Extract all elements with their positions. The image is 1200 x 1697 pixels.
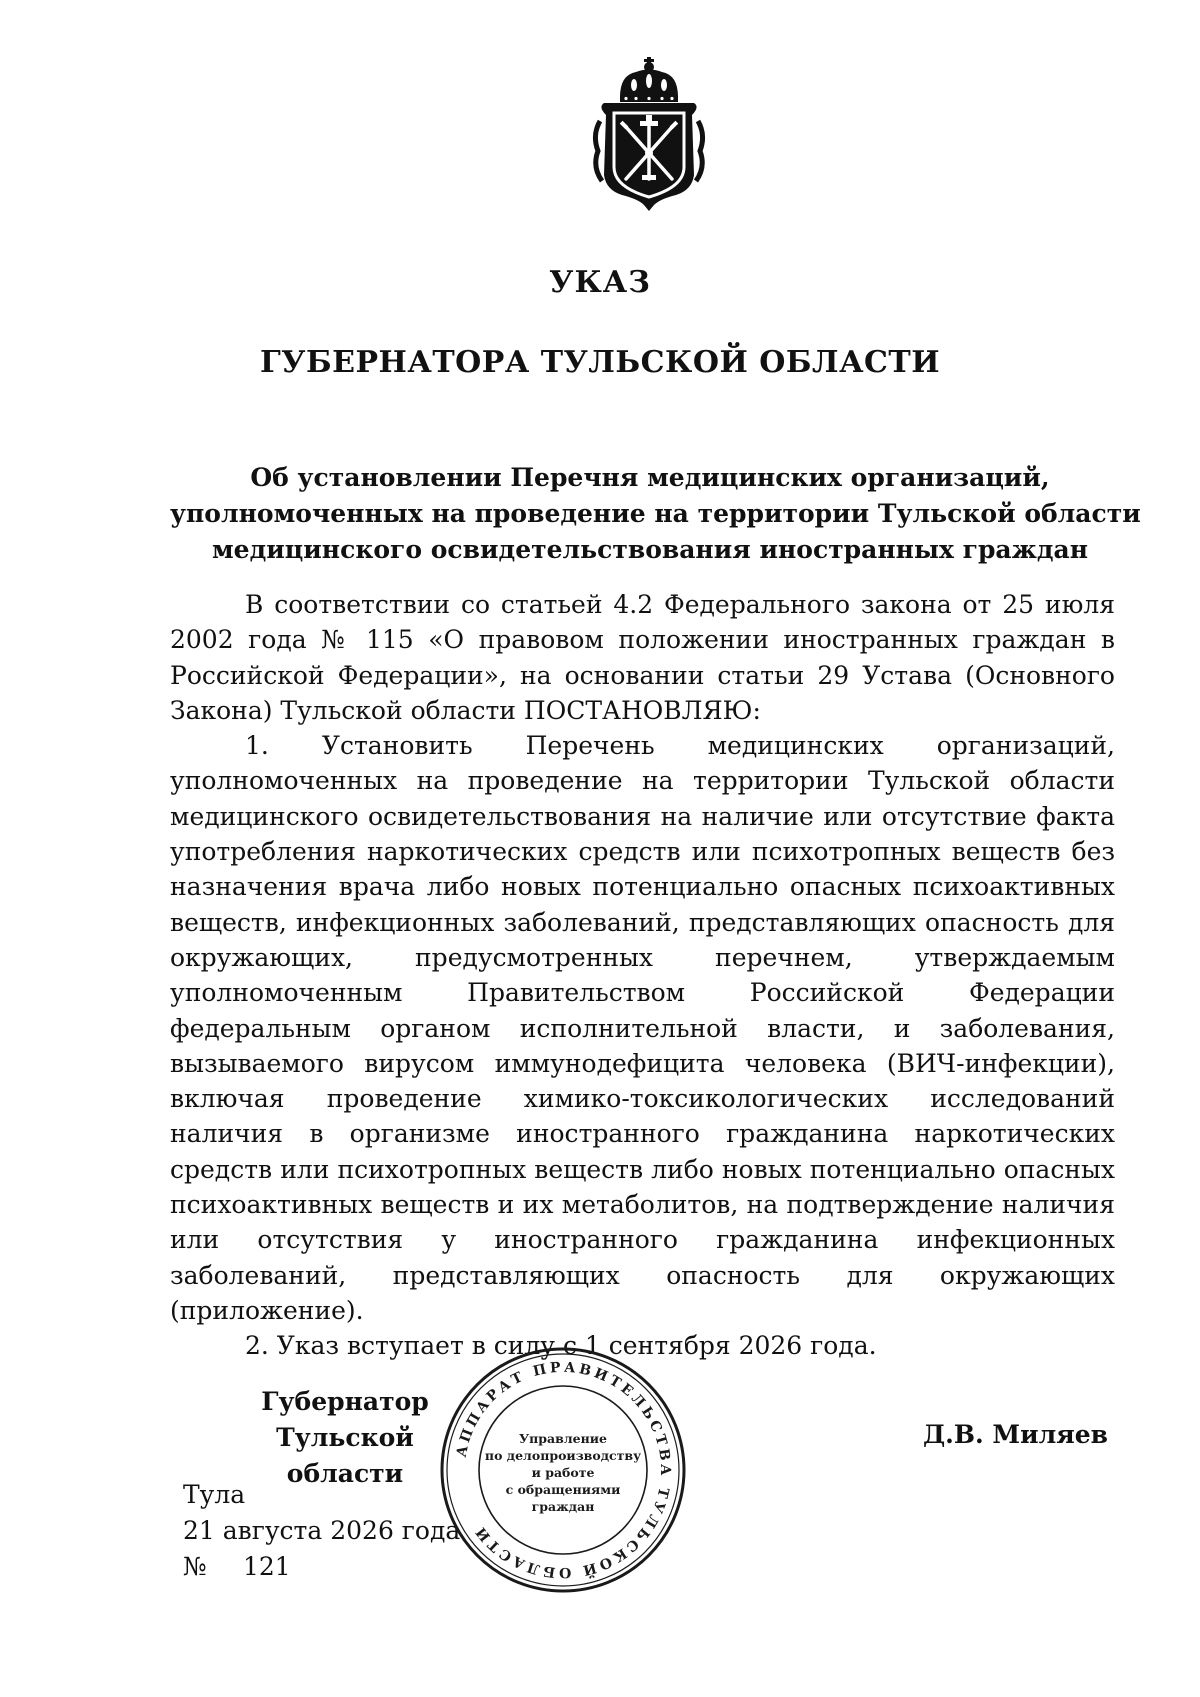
document-subject [170, 460, 1141, 568]
signatory-position-line: Губернатор [261, 1387, 429, 1416]
stamp-inner-line: с обращениями [505, 1482, 621, 1497]
signatory-position [230, 1384, 460, 1492]
preamble-paragraph: В соответствии со статьей 4.2 Федерального закона от 25 июля 2002 года № 115 «О правовом положении иностранных граждан в Российской Федерации», на основании статьи 29 Устава (Основного Закона) Тульской области ПОСТАНОВЛЯЮ: [170, 590, 1115, 725]
document-footer [183, 1477, 460, 1585]
stamp-inner-line: граждан [531, 1499, 595, 1514]
clause-1-paragraph: 1. Установить Перечень медицинских организаций, уполномоченных на проведение на территории Тульской области медицинского освидетельствования на наличие или отсутствие факта употребления наркотических средств или психотропных веществ без назначения врача либо новых потенциально опасных психоактивных веществ, инфекционных заболеваний, представляющих опасность для окружающих, предусмотренных перечнем, утверждаемым уполномоченным Правительством Российской Федерации федеральным органом исполнительной власти, и заболевания, вызываемого вирусом иммунодефицита человека (ВИЧ-инфекции), включая проведение химико-токсикологических исследований наличия в организме иностранного гражданина наркотических средств или психотропных веществ либо новых потенциально опасных психоактивных веществ и их метаболитов, на подтверждение наличия или отсутствия у иностранного гражданина инфекционных заболеваний, представляющих опасность для окружающих (приложение). [170, 731, 1115, 1325]
date: 21 августа 2026 года [183, 1516, 461, 1545]
stamp-inner-line: Управление [519, 1431, 607, 1446]
clause-2-paragraph: 2. Указ вступает в силу с 1 сентября 2026 года. [245, 1331, 877, 1361]
signatory-position-line: Тульской области [276, 1423, 414, 1488]
coat-of-arms-icon [590, 55, 708, 215]
subject-line: медицинского освидетельствования иностранных граждан [211, 535, 1089, 564]
signatory-name: Д.В. Миляев [922, 1420, 1108, 1449]
official-stamp [438, 1345, 688, 1595]
issuer-title: ГУБЕРНАТОРА ТУЛЬСКОЙ ОБЛАСТИ [259, 345, 941, 380]
city: Тула [183, 1480, 246, 1509]
subject-line: уполномоченных на проведение на территории Тульской области [170, 499, 1141, 528]
document-body [170, 587, 1115, 1364]
stamp-ring-path: АППАРАТ ПРАВИТЕЛЬСТВА ТУЛЬСКОЙ ОБЛАСТИ [453, 1359, 674, 1581]
subject-line: Об установлении Перечня медицинских организаций, [250, 463, 1050, 492]
number-sign: № [183, 1552, 207, 1581]
number-value: 121 [243, 1552, 291, 1581]
document-title: УКАЗ [549, 265, 651, 300]
document-number [183, 1549, 460, 1585]
stamp-inner-line: по делопроизводству [484, 1448, 642, 1463]
stamp-inner-line: и работе [531, 1465, 595, 1480]
